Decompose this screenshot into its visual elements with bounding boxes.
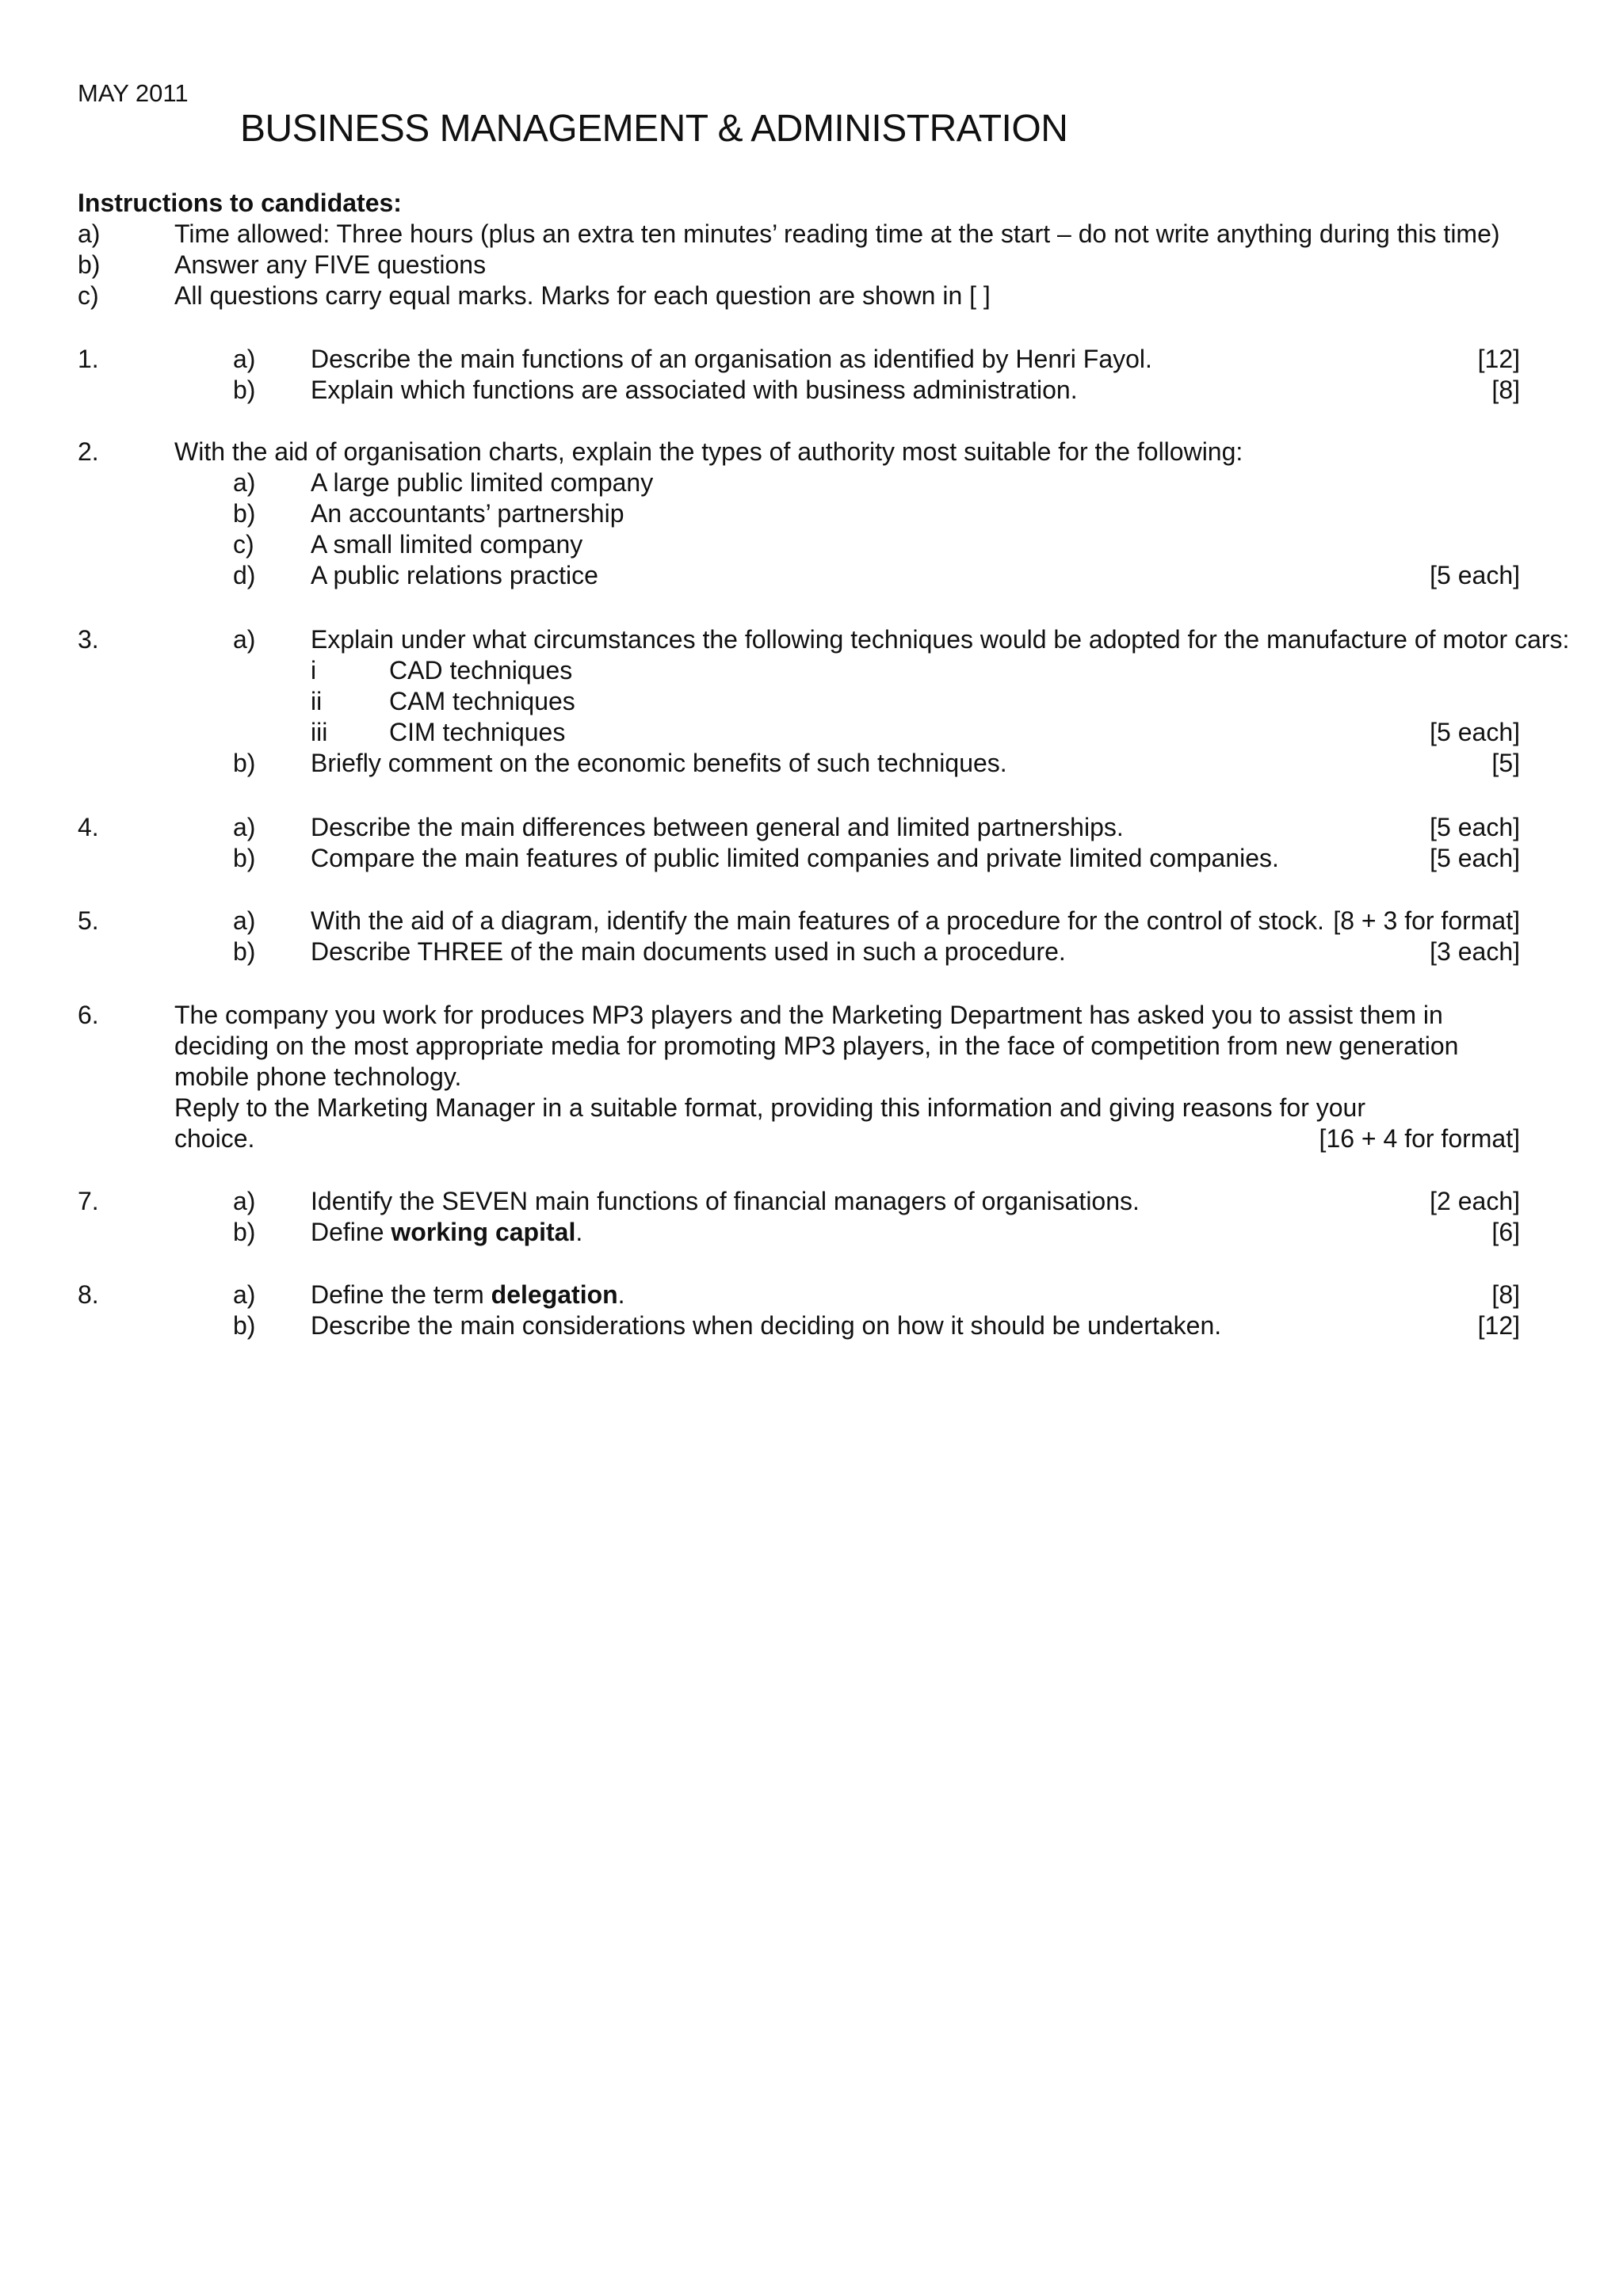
sub-part — [78, 655, 1520, 686]
part-label: b) — [233, 1311, 256, 1340]
instruction-item — [78, 219, 1520, 250]
sub-part-text: CAM techniques — [389, 687, 575, 715]
instruction-text: All questions carry equal marks. Marks for each question are shown in [ ] — [174, 281, 991, 310]
question-part — [78, 906, 1520, 936]
marks: [16 + 4 for format] — [1319, 1124, 1520, 1153]
part-text: Describe the main functions of an organisation as identified by Henri Fayol. — [311, 345, 1152, 373]
part-label: a) — [233, 813, 256, 841]
part-text — [311, 1217, 582, 1248]
marks: [8] — [1491, 376, 1520, 404]
marks: [6] — [1491, 1218, 1520, 1246]
key-term: working capital — [391, 1218, 576, 1246]
question-part — [78, 344, 1520, 375]
key-term: delegation — [491, 1280, 618, 1309]
instructions-heading: Instructions to candidates: — [78, 189, 402, 217]
part-label: d) — [233, 561, 256, 589]
part-text: An accountants’ partnership — [311, 499, 624, 528]
part-text: A large public limited company — [311, 468, 654, 497]
part-text: Explain which functions are associated with business administration. — [311, 376, 1078, 404]
question-text-line — [78, 1062, 1520, 1093]
part-text: Describe the main considerations when deciding on how it should be undertaken. — [311, 1311, 1222, 1340]
question-part — [78, 1310, 1520, 1341]
instruction-label: b) — [78, 250, 101, 279]
part-text: Briefly comment on the economic benefits of such techniques. — [311, 749, 1007, 777]
part-text: Compare the main features of public limited companies and private limited companies. — [311, 844, 1279, 872]
question-number: 3. — [78, 625, 99, 654]
part-text-pre: Define the term — [311, 1280, 491, 1309]
question-text-line — [78, 1031, 1520, 1062]
instruction-label: a) — [78, 219, 101, 248]
question-part — [78, 624, 1570, 655]
question-part — [78, 812, 1520, 843]
part-text: Identify the SEVEN main functions of financial managers of organisations. — [311, 1187, 1140, 1215]
part-text: Describe the main differences between general and limited partnerships. — [311, 813, 1124, 841]
sub-part-label: ii — [311, 687, 323, 715]
stem-text: With the aid of organisation charts, explain the types of authority most suitable for the following: — [174, 437, 1243, 466]
question-7 — [78, 1186, 1520, 1248]
question-text: Reply to the Marketing Manager in a suitable format, providing this information and giving reasons for your — [174, 1093, 1365, 1122]
question-number: 8. — [78, 1280, 99, 1309]
part-label: a) — [233, 468, 256, 497]
marks: [5 each] — [1430, 561, 1520, 589]
question-text: The company you work for produces MP3 players and the Marketing Department has asked you to assist them in — [174, 1001, 1443, 1029]
question-text: choice. — [174, 1124, 255, 1153]
part-text: Explain under what circumstances the following techniques would be adopted for the manufacture of motor cars: — [311, 625, 1570, 654]
part-label: a) — [233, 1280, 256, 1309]
part-label: b) — [233, 376, 256, 404]
marks: [3 each] — [1430, 937, 1520, 966]
instruction-item — [78, 280, 1520, 311]
marks: [12] — [1477, 345, 1520, 373]
page-title: BUSINESS MANAGEMENT & ADMINISTRATION — [240, 108, 1068, 150]
part-label: b) — [233, 749, 256, 777]
question-part — [78, 1280, 1520, 1310]
question-number: 7. — [78, 1187, 99, 1215]
part-text: A public relations practice — [311, 561, 598, 589]
question-part — [78, 467, 1520, 498]
sub-part-label: iii — [311, 718, 328, 746]
question-part — [78, 1217, 1520, 1248]
question-stem — [78, 437, 1520, 467]
question-part — [78, 375, 1520, 406]
part-label: b) — [233, 937, 256, 966]
part-text-pre: Define — [311, 1218, 391, 1246]
part-text — [311, 1280, 625, 1310]
question-6 — [78, 1000, 1520, 1154]
part-label: c) — [233, 530, 254, 559]
question-3 — [78, 624, 1570, 779]
part-label: b) — [233, 1218, 256, 1246]
sub-part-label: i — [311, 656, 317, 685]
question-text: deciding on the most appropriate media for promoting MP3 players, in the face of competition from new generation — [174, 1032, 1459, 1060]
part-text-post: . — [617, 1280, 625, 1309]
sub-part-text: CIM techniques — [389, 718, 566, 746]
part-label: a) — [233, 625, 256, 654]
question-part — [78, 1186, 1520, 1217]
question-8 — [78, 1280, 1520, 1341]
question-part — [78, 529, 1520, 560]
marks: [8] — [1491, 1280, 1520, 1309]
question-part — [78, 936, 1520, 967]
marks: [5] — [1491, 749, 1520, 777]
part-text-post: . — [575, 1218, 583, 1246]
marks: [8 + 3 for format] — [1333, 906, 1520, 935]
instruction-text: Answer any FIVE questions — [174, 250, 487, 279]
question-2 — [78, 437, 1520, 591]
part-label: a) — [233, 345, 256, 373]
marks: [2 each] — [1430, 1187, 1520, 1215]
marks: [5 each] — [1430, 813, 1520, 841]
question-number: 6. — [78, 1001, 99, 1029]
part-text: With the aid of a diagram, identify the main features of a procedure for the control of stock. — [311, 906, 1324, 935]
question-5 — [78, 906, 1520, 967]
instruction-text: Time allowed: Three hours (plus an extra ten minutes’ reading time at the start – do not write anything during this time) — [174, 219, 1500, 248]
exam-date: MAY 2011 — [78, 79, 189, 107]
sub-part — [78, 717, 1520, 748]
instruction-label: c) — [78, 281, 99, 310]
question-4 — [78, 812, 1520, 874]
question-text-line — [78, 1123, 1520, 1154]
question-number: 5. — [78, 906, 99, 935]
part-label: b) — [233, 844, 256, 872]
part-text: A small limited company — [311, 530, 583, 559]
part-label: a) — [233, 906, 256, 935]
part-label: a) — [233, 1187, 256, 1215]
sub-part-text: CAD techniques — [389, 656, 573, 685]
question-number: 1. — [78, 345, 99, 373]
question-part — [78, 498, 1520, 529]
marks: [5 each] — [1430, 718, 1520, 746]
question-part — [78, 748, 1520, 779]
sub-part — [78, 686, 1520, 717]
instruction-item — [78, 250, 1520, 280]
question-part — [78, 560, 1520, 591]
marks: [5 each] — [1430, 844, 1520, 872]
question-number: 2. — [78, 437, 99, 466]
instructions-section — [78, 188, 1520, 311]
question-text: mobile phone technology. — [174, 1062, 462, 1091]
question-text-line — [78, 1093, 1520, 1123]
question-1 — [78, 344, 1520, 406]
part-text: Describe THREE of the main documents used in such a procedure. — [311, 937, 1066, 966]
marks: [12] — [1477, 1311, 1520, 1340]
question-text-line — [78, 1000, 1520, 1031]
question-part — [78, 843, 1520, 874]
question-number: 4. — [78, 813, 99, 841]
part-label: b) — [233, 499, 256, 528]
